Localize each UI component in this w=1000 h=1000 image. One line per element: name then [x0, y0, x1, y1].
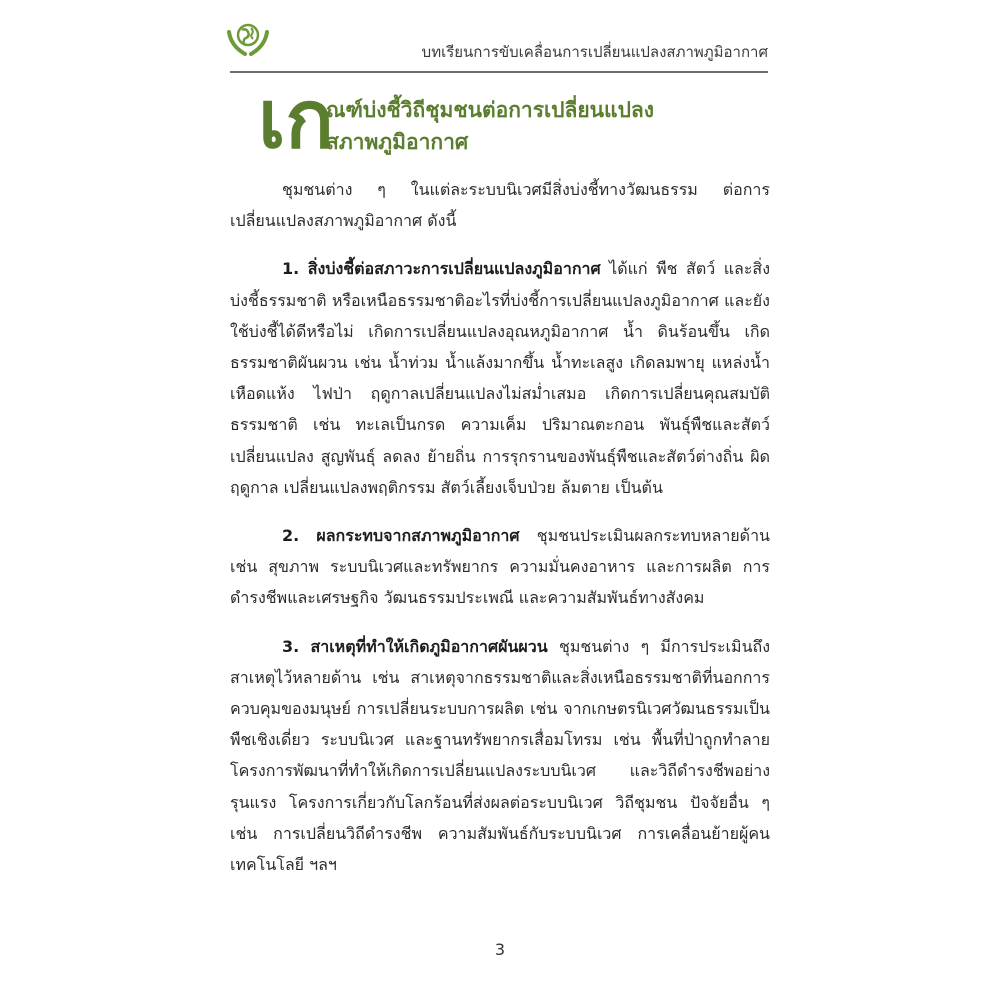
item-number-2: 2. — [282, 526, 300, 546]
running-header-title: บทเรียนการขับเคลื่อนการเปลี่ยนแปลงสภาพภูมิอากาศ — [421, 43, 768, 61]
intro-paragraph: ชุมชนต่าง ๆ ในแต่ละระบบนิเวศมีสิ่งบ่งชี้ทางวัฒนธรรม ต่อการเปลี่ยนแปลงสภาพภูมิอากาศ ดังนี้ — [230, 180, 770, 231]
section-heading — [258, 73, 778, 166]
item-lead-2: ผลกระทบจากสภาพภูมิอากาศ — [316, 526, 520, 546]
item-text-1: ได้แก่ พืช สัตว์ และสิ่งบ่งชี้ธรรมชาติ หรือเหนือธรรมชาติอะไรที่บ่งชี้การเปลี่ยนแปลงภูมิอากาศ และยังใช้บ่งชี้ได้ดีหรือไม่ เกิดการเปลี่ยนแปลงอุณหภูมิอากาศ น้ำ ดินร้อนขึ้น เกิดธรรมชาติผันผวน เช่น น้ำท่วม น้ำแล้งมากขึ้น น้ำทะเลสูง เกิดลมพายุ แหล่งน้ำเหือดแห้ง ไฟป่า ฤดูกาลเปลี่ยนแปลงไม่สม่ำเสมอ เกิดการเปลี่ยนคุณสมบัติธรรมชาติ เช่น ทะเลเป็นกรด ความเค็ม ปริมาณตะกอน พันธุ์พืชและสัตว์เปลี่ยนแปลง สูญพันธุ์ ลดลง ย้ายถิ่น การรุกรานของพันธุ์พืชและสัตว์ต่างถิ่น ผิดฤดูกาล เปลี่ยนแปลงพฤติกรรม สัตว์เลี้ยงเจ็บป่วย ล้มตาย เป็นต้น — [230, 259, 771, 497]
item-number-3: 3. — [282, 636, 300, 656]
item-paragraph-1 — [230, 253, 770, 503]
item-text-2: ชุมชนประเมินผลกระทบหลายด้าน เช่น สุขภาพ ระบบนิเวศและทรัพยากร ความมั่นคงอาหาร และการผลิต การดำรงชีพและเศรษฐกิจ วัฒนธรรมประเพณี และความสัมพันธ์ทางสังคม — [230, 526, 770, 608]
item-lead-3: สาเหตุที่ทำให้เกิดภูมิอากาศผันผวน — [310, 636, 548, 656]
item-number-1: 1. — [282, 259, 300, 279]
heading-drop-initial: เก — [258, 73, 334, 166]
heading-line-2: สภาพภูมิอากาศ — [326, 130, 469, 154]
item-paragraph-2 — [230, 520, 770, 614]
page-number: 3 — [494, 940, 506, 959]
item-text-3: ชุมชนต่าง ๆ มีการประเมินถึงสาเหตุไว้หลายด้าน เช่น สาเหตุจากธรรมชาติและสิ่งเหนือธรรมชาติที่นอกการควบคุมของมนุษย์ การเปลี่ยนระบบการผลิต เช่น จากเกษตรนิเวศวัฒนธรรมเป็นพืชเชิงเดี่ยว ระบบนิเวศ และฐานทรัพยากรเสื่อมโทรม เช่น พื้นที่ป่าถูกทำลาย โครงการพัฒนาที่ทำให้เกิดการเปลี่ยนแปลงระบบนิเวศ และวิถีดำรงชีพอย่างรุนแรง โครงการเกี่ยวกับโลกร้อนที่ส่งผลต่อระบบนิเวศ วิถีชุมชน ปัจจัยอื่น ๆ เช่น การเปลี่ยนวิถีดำรงชีพ ความสัมพันธ์กับระบบนิเวศ การเคลื่อนย้ายผู้คน เทคโนโลยี ฯลฯ — [230, 636, 770, 875]
body-text — [230, 174, 770, 897]
item-paragraph-3 — [230, 631, 770, 881]
item-lead-1: สิ่งบ่งชี้ต่อสภาวะการเปลี่ยนแปลงภูมิอากาศ — [307, 259, 601, 279]
globe-hands-icon — [226, 20, 270, 58]
heading-line-1: ณฑ์บ่งชี้วิถีชุมชนต่อการเปลี่ยนแปลง — [326, 98, 655, 122]
